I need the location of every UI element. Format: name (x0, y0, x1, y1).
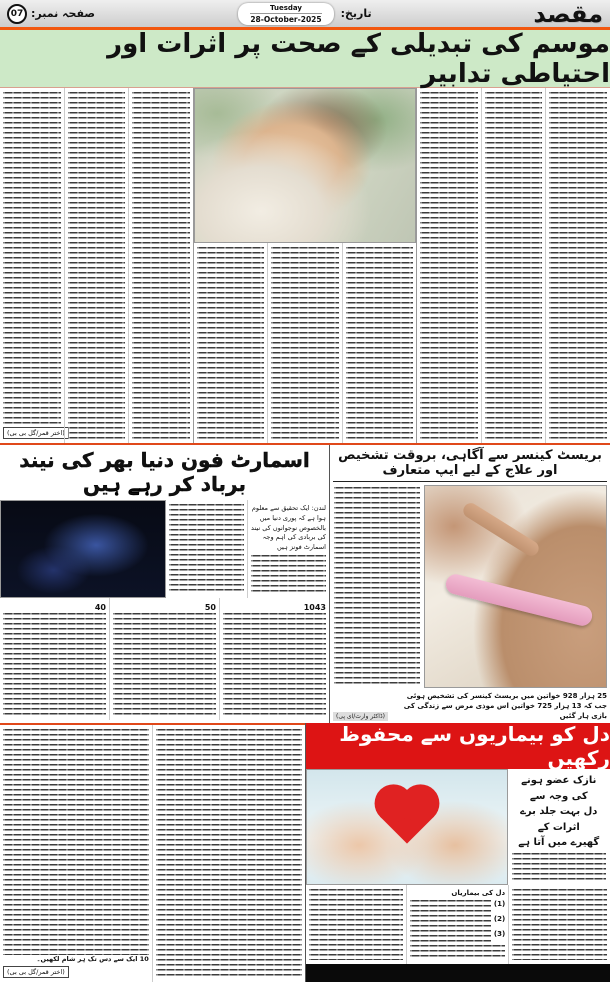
text-column (267, 243, 341, 443)
weather-headline-band (0, 30, 610, 88)
heart-subhead-column (508, 769, 610, 885)
smartphone-bottom-columns (0, 598, 329, 720)
body-text-lines (251, 555, 326, 594)
breast-cancer-byline: (ڈاکٹر وارث/ای پی) (333, 712, 388, 721)
list-marker: (2) (493, 915, 506, 923)
weather-end-byline: (اختر قمر/گل بی بی) (3, 966, 69, 978)
weather-byline: (اختر قمر/گل بی بی) (3, 427, 69, 439)
stat-number: 50 (204, 603, 216, 612)
body-text-lines (410, 900, 491, 913)
body-text-lines (512, 853, 607, 884)
text-column (194, 243, 267, 443)
body-text-lines (271, 247, 338, 439)
text-column (0, 598, 109, 720)
text-column (417, 88, 481, 443)
weather-center-block (193, 88, 416, 443)
smartphone-top-row (0, 500, 329, 598)
heart-headline: دل کو بیماریوں سے محفوظ رکھیں (339, 722, 610, 770)
body-text-lines (113, 613, 216, 716)
body-text-lines (169, 504, 244, 594)
page-number-label: صفحہ نمبر: (31, 7, 95, 20)
heart-bottom-columns (306, 885, 610, 964)
body-text-lines (420, 92, 478, 439)
date-label: تاریخ: (340, 7, 372, 20)
breast-cancer-article (330, 445, 610, 723)
text-column (64, 88, 129, 443)
text-column (508, 885, 610, 964)
body-text-lines (485, 92, 543, 439)
text-column (406, 885, 508, 964)
breast-cancer-main (333, 485, 607, 688)
bottom-section (0, 723, 610, 982)
sneezing-woman-photo (194, 88, 416, 243)
smartphone-article (0, 445, 330, 723)
smartphone-columns (166, 500, 329, 598)
weather-headline: موسم کی تبدیلی کے صحت پر اثرات اور احتیاطی تدابیر (107, 28, 610, 89)
body-text-lines (132, 92, 190, 439)
text-column (0, 88, 64, 443)
date-text: 28-October-2025 (250, 14, 322, 24)
text-column (166, 500, 247, 598)
text-column (219, 598, 329, 720)
text-column (247, 500, 329, 598)
pointing-finger-shape (460, 500, 541, 558)
body-text-lines (156, 729, 302, 978)
newspaper-masthead: مقصد (533, 0, 603, 28)
date-group (238, 3, 371, 25)
bottom-left-columns (0, 723, 305, 982)
body-text-lines (410, 930, 491, 943)
masthead-wrap (372, 2, 603, 26)
heart-headline-banner (306, 723, 610, 769)
smartphone-lead: لندن: ایک تحقیق سے معلوم ہوا ہے کہ پوری دنیا میں بالخصوص نوجوانوں کی نیند کی بربادی کی اہم وجہ اسمارٹ فونز ہیں (251, 504, 326, 551)
heart-subhead-line: دل بہت جلد برے اثرات کے (520, 806, 598, 833)
heart-subhead-line: گھیرے میں آتا ہے (518, 837, 600, 848)
date-pill (238, 3, 333, 25)
weather-end-line: 10 ایک سے دس تک ہر شام لکھیں۔ (36, 954, 149, 963)
text-column (306, 885, 407, 964)
stat-number: 1043 (303, 603, 326, 612)
body-text-lines (3, 92, 61, 424)
pink-wristband-photo (424, 485, 607, 688)
body-text-lines (512, 889, 607, 960)
breast-cancer-stats: 25 ہزار 928 خواتین میں بریسٹ کینسر کی تشخیص ہوئی جب کہ 13 ہزار 725 خواتین اس موذی مرض سے زندگی کی بازی ہار گئیں (403, 691, 607, 720)
text-column (545, 88, 610, 443)
list-item (410, 900, 505, 913)
body-text-lines (410, 915, 491, 928)
top-bar (0, 0, 610, 27)
body-text-lines (549, 92, 607, 439)
list-marker: (1) (493, 900, 506, 908)
hands-holding-heart-photo (306, 769, 508, 885)
weather-article-body (0, 88, 610, 443)
list-item (410, 930, 505, 943)
breast-cancer-stats-row (333, 691, 607, 721)
list-item (410, 915, 505, 928)
middle-section (0, 445, 610, 723)
body-text-lines (223, 613, 326, 716)
body-text-lines (68, 92, 126, 439)
heart-article (305, 723, 610, 982)
body-text-lines (309, 889, 404, 960)
body-text-lines (197, 247, 264, 439)
heart-subhead-line: نازک عضو ہونے کی وجہ سے (521, 775, 597, 802)
text-column (333, 485, 421, 688)
text-column (0, 725, 152, 982)
page-number-group (7, 4, 238, 24)
page-number-badge: 07 (7, 4, 27, 24)
list-marker: (3) (493, 930, 506, 938)
text-column (109, 598, 219, 720)
smartphone-headline: اسمارٹ فون دنیا بھر کی نیند برباد کر رہے ہیں (19, 448, 310, 496)
body-text-lines (3, 729, 149, 955)
bottom-black-bar (306, 964, 610, 982)
body-text-lines (346, 247, 413, 439)
weather-center-columns (194, 243, 416, 443)
body-text-lines (410, 945, 505, 960)
text-column (342, 243, 416, 443)
body-text-lines (334, 487, 420, 686)
phone-in-dark-photo (0, 500, 166, 598)
red-heart-shape (380, 790, 434, 844)
pink-wristband-shape (444, 572, 594, 628)
weather-right-columns (416, 88, 610, 443)
weather-left-columns (0, 88, 193, 443)
text-column (128, 88, 193, 443)
breast-cancer-headline: بریسٹ کینسر سے آگاہی، بروقت تشخیص اور علاج کے لیے ایپ متعارف (333, 448, 607, 482)
heart-list-title: دل کی بیماریاں (451, 889, 506, 897)
heart-top-row (306, 769, 610, 885)
text-column (481, 88, 546, 443)
text-column (152, 725, 305, 982)
stat-number: 40 (94, 603, 106, 612)
body-text-lines (3, 613, 106, 716)
weekday-text: Tuesday (250, 4, 321, 14)
